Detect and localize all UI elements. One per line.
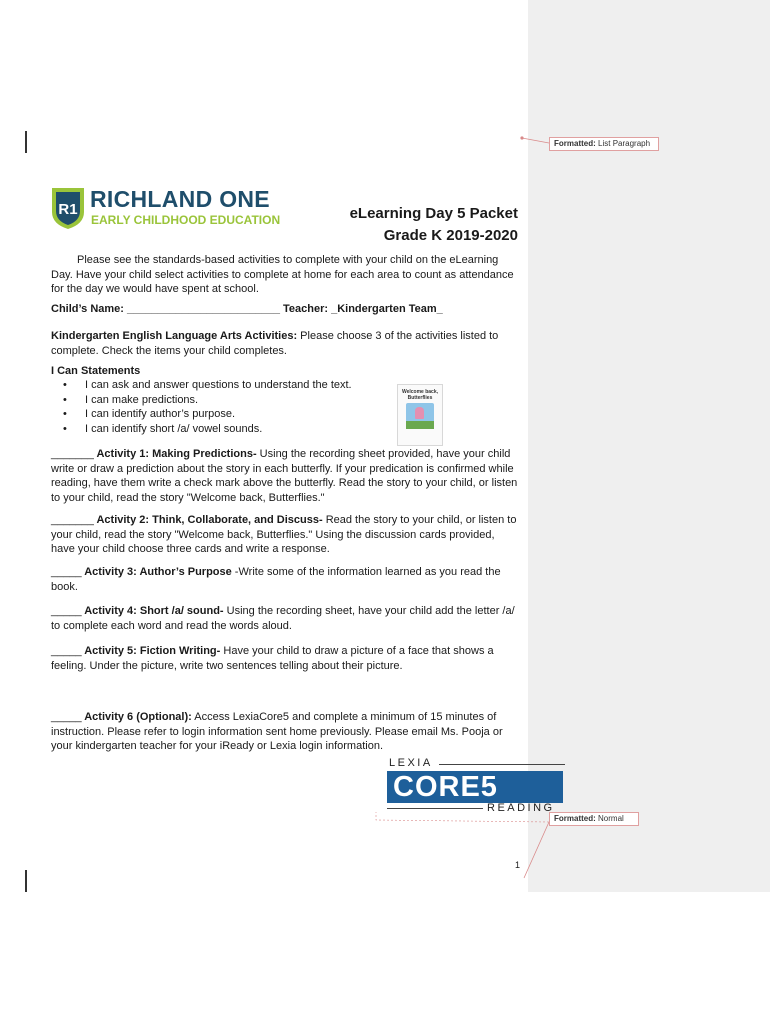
activity-2: _______ Activity 2: Think, Collaborate, and Discuss- Read the story to your child, or listen to your child, read the story "Welcome back, Butterflies." Using the discussion cards provided, have your child choose three cards and write a response. [51,514,517,555]
lexia-wordmark: LEXIA [389,757,433,769]
logo-subtitle: EARLY CHILDHOOD EDUCATION [91,213,281,227]
statements-list [63,378,352,436]
ela-paragraph [51,329,521,358]
title-line-1: eLearning Day 5 Packet [349,205,518,222]
comment-formatted-1[interactable]: Formatted: List Paragraph [549,137,659,151]
intro-paragraph: Please see the standards-based activities to complete with your child on the eLearning Day. Have your child select activities to complete at home for each area to count as attendance for the day we would have spent at school. [51,254,514,295]
list-item: • I can make predictions. [63,393,352,408]
activity-3: _____ Activity 3: Author’s Purpose -Write some of the information learned as you read the book. [51,566,501,593]
shield-icon [50,186,86,230]
list-item: • I can identify author’s purpose. [63,407,352,422]
list-item: • I can ask and answer questions to understand the text. [63,378,352,393]
book-cover-image [397,384,443,446]
activity-1: _______ Activity 1: Making Predictions- Using the recording sheet provided, have your child write or draw a prediction about the story in each butterfly. If your predication is confirmed while reading, have them write a check mark above the butterfly. Read the story to your child, or listen to your child, read the story "Welcome back, Butterflies." [51,448,518,504]
title-line-2: Grade K 2019-2020 [383,227,518,244]
richland-one-logo [50,186,290,230]
logo-mark: R1 [58,201,78,218]
core5-wordmark: CORE5 [387,771,563,803]
book-title: Welcome back, Butterflies [401,389,439,401]
statements-heading: I Can Statements [51,365,141,377]
comment-formatted-2[interactable]: Formatted: Normal [549,812,639,826]
ela-text: Please choose 3 of the activities listed to complete. Check the items your child completes. [51,330,499,357]
activity-4: _____ Activity 4: Short /a/ sound- Using the recording sheet, have your child add the letter /a/ to complete each word and read the words aloud. [51,605,515,632]
list-item: • I can identify short /a/ vowel sounds. [63,422,352,437]
ela-heading: Kindergarten English Language Arts Activities: [51,330,298,342]
packet-title [350,203,518,247]
activity-6: _____ Activity 6 (Optional): Access LexiaCore5 and complete a minimum of 15 minutes of instruction. Please refer to login information sent home previously. Please email Ms. Pooja or your kindergarten teacher for your iReady or Lexia login information. [51,711,503,752]
activity-5: _____ Activity 5: Fiction Writing- Have your child to draw a picture of a face that shows a feeling. Under the picture, write two sentences telling about their picture. [51,645,494,672]
logo-name: RICHLAND ONE [90,186,270,212]
child-teacher-line: Child’s Name: _________________________ Teacher: _Kindergarten Team_ [51,303,443,315]
page-number: 1 [515,860,521,870]
lexia-core5-logo [387,757,567,815]
reading-wordmark: READING [487,802,555,814]
